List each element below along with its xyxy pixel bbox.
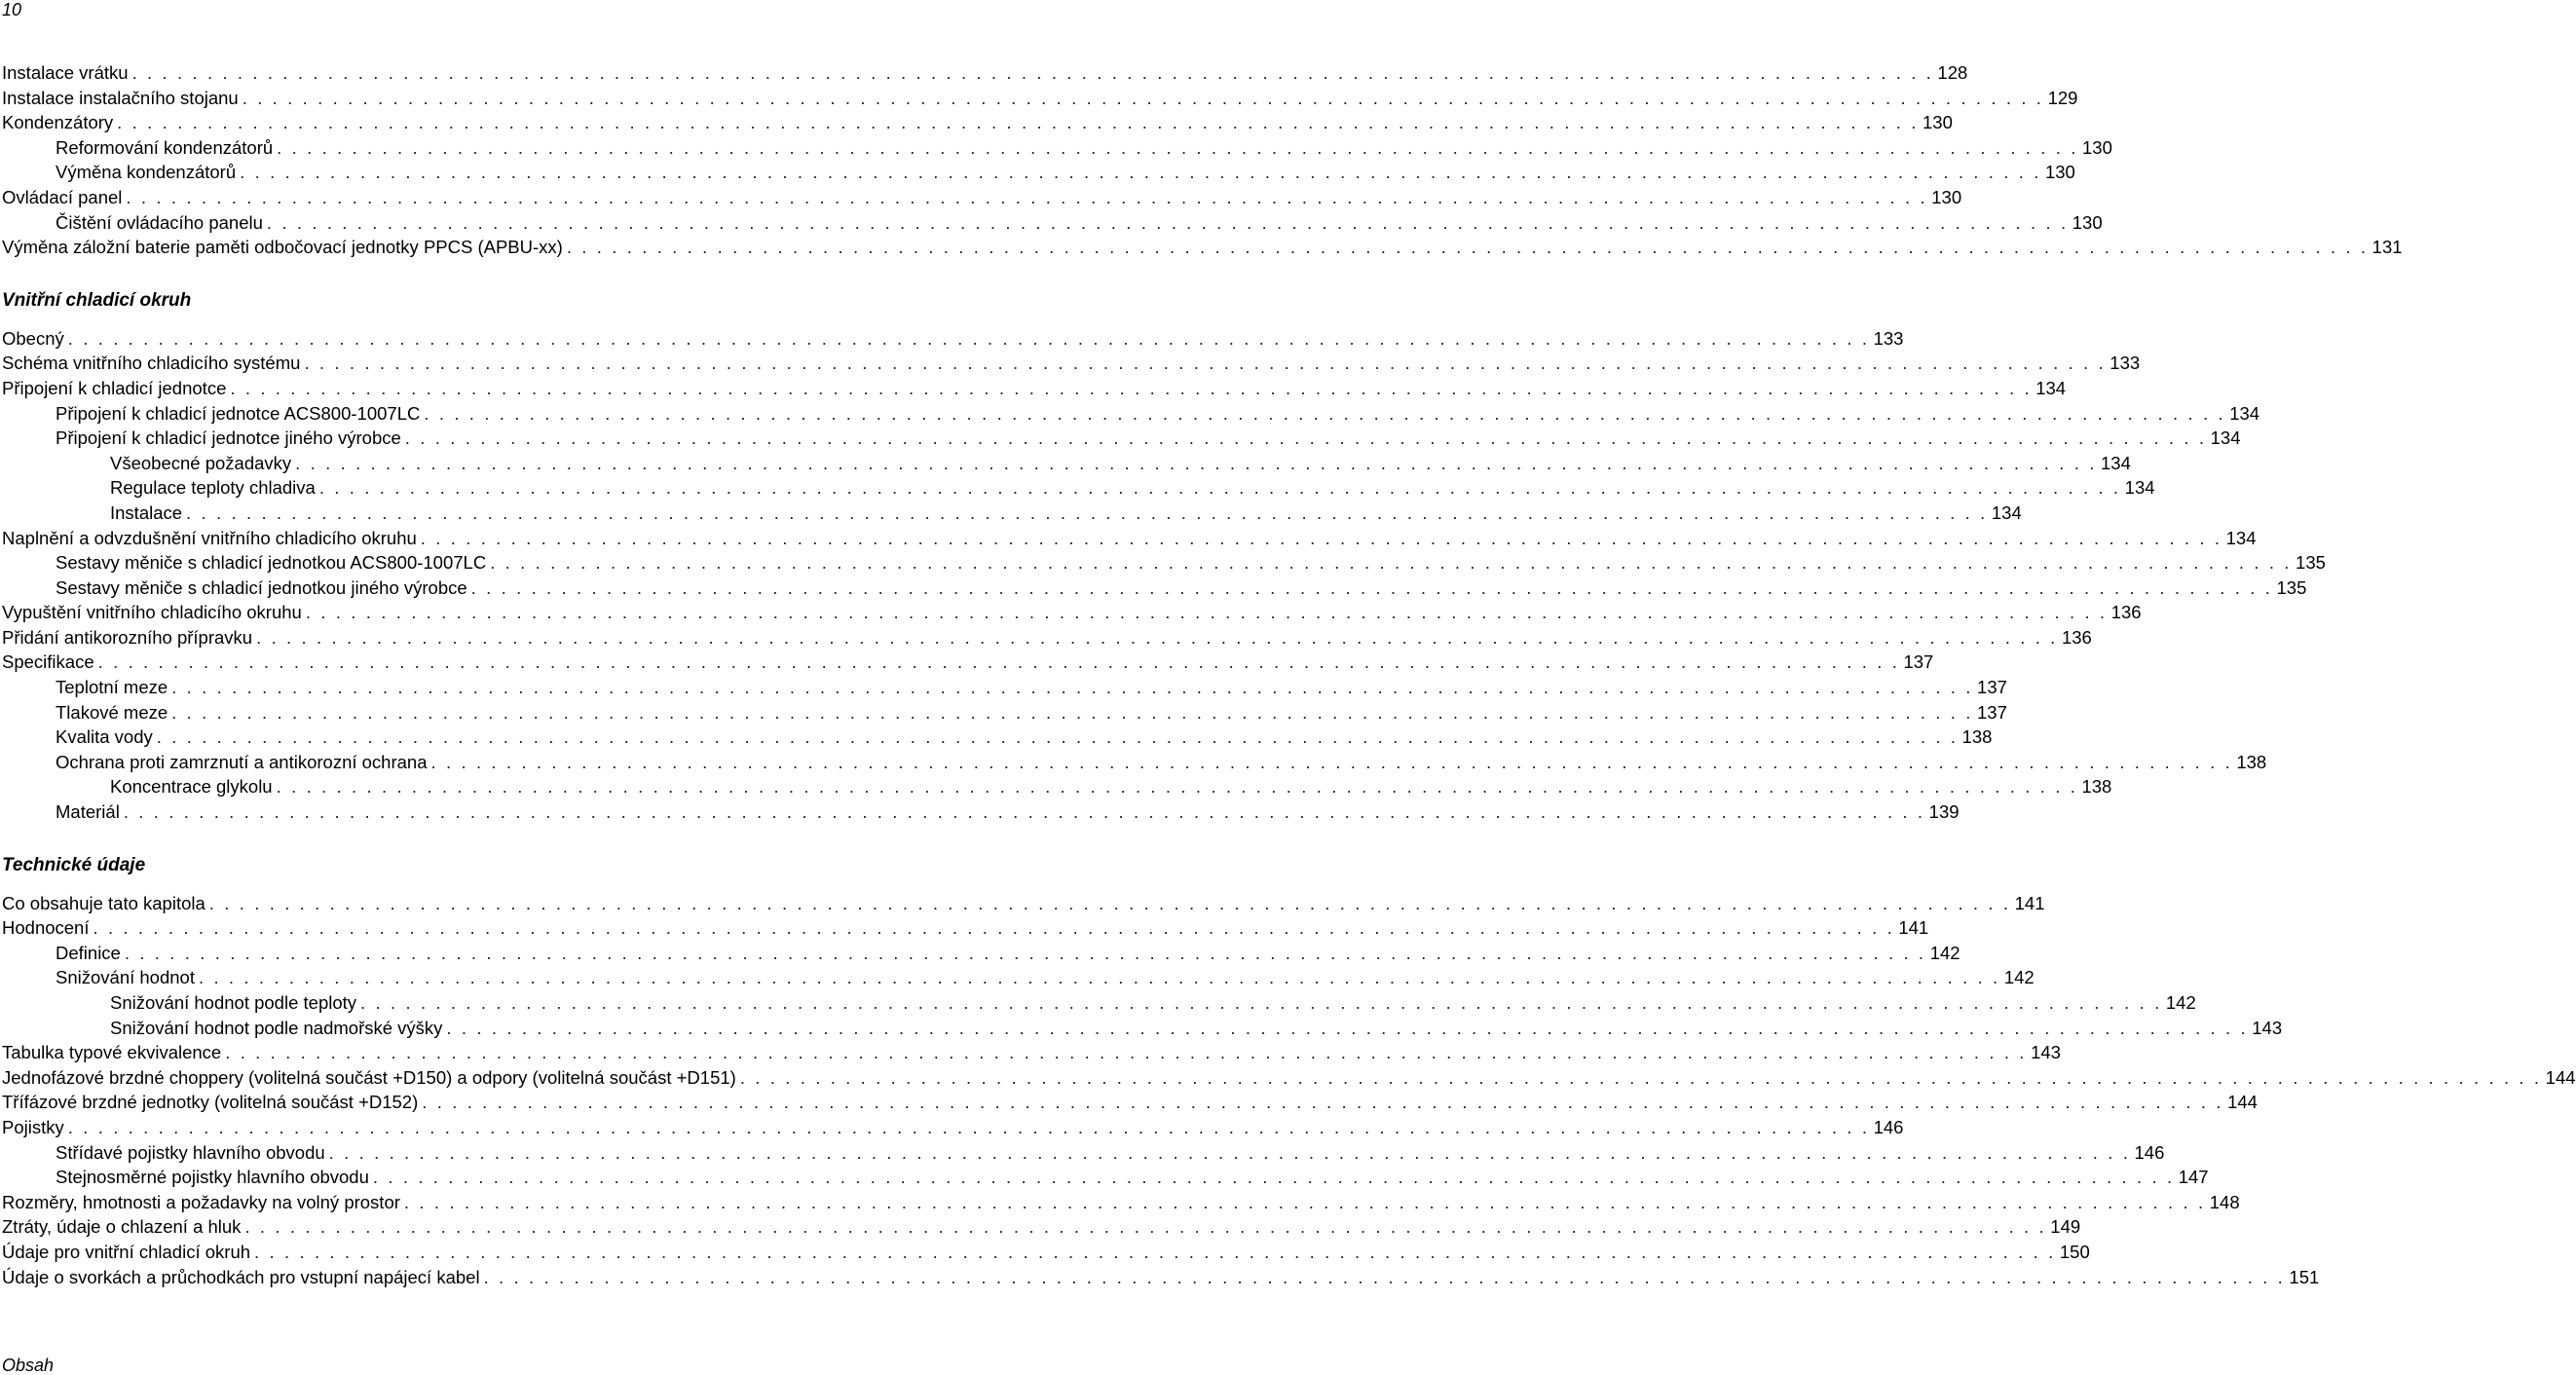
dot-leader: . . . . . . . . . . . . . . . . . . . . . . . . . . . . . . . . . . . . . . . . . . . . . . . . . . . . . . . . . . . . . . . . . . . . . . . . . . . . . . . . . . . . . . . . . . . . . . . . . . . . . . . . . . . . . . . . . . . . . . . .: [208, 892, 2011, 913]
toc-entry-title: Všeobecné požadavky: [110, 452, 292, 473]
dot-leader: . . . . . . . . . . . . . . . . . . . . . . . . . . . . . . . . . . . . . . . . . . . . . . . . . . . . . . . . . . . . . . . . . . . . . . . . . . . . . . . . . . . . . . . . . . . . . . . . . . . . . . . . . . . . . . . . . . . . . . . .: [97, 651, 1900, 673]
toc-entry-page: 133: [2109, 353, 2141, 374]
toc-entry[interactable]: [2, 725, 1993, 750]
toc-entry-page: 130: [2072, 211, 2103, 233]
dot-leader: . . . . . . . . . . . . . . . . . . . . . . . . . . . . . . . . . . . . . . . . . . . . . . . . . . . . . . . . . . . . . . . . . . . . . . . . . . . . . . . . . . . . . . . . . . . . . . . . . . . . . . . . . . . . . . . . . . . . . . . .: [93, 917, 1895, 939]
toc-entry-page: 137: [1977, 701, 2007, 723]
toc-entry-title: Kvalita vody: [56, 726, 153, 748]
dot-leader: . . . . . . . . . . . . . . . . . . . . . . . . . . . . . . . . . . . . . . . . . . . . . . . . . . . . . . . . . . . . . . . . . . . . . . . . . . . . . . . . . . . . . . . . . . . . . . . . . . . . . . . . . . . . . . . . . . . . . . . .: [305, 602, 2108, 623]
toc-entry[interactable]: [2, 185, 1962, 210]
toc-entry-title: Připojení k chladicí jednotce ACS800-1007LC: [56, 402, 421, 424]
dot-leader: . . . . . . . . . . . . . . . . . . . . . . . . . . . . . . . . . . . . . . . . . . . . . . . . . . . . . . . . . . . . . . . . . . . . . . . . . . . . . . . . . . . . . . . . . . . . . . . . . . . . . . . . . . . . . . . . . . . . . . . .: [240, 162, 2041, 183]
dot-leader: . . . . . . . . . . . . . . . . . . . . . . . . . . . . . . . . . . . . . . . . . . . . . . . . . . . . . . . . . . . . . . . . . . . . . . . . . . . . . . . . . . . . . . . . . . . . . . . . . . . . . . . . . . . . . . . . . . . . . . . .: [131, 62, 1934, 83]
dot-leader: . . . . . . . . . . . . . . . . . . . . . . . . . . . . . . . . . . . . . . . . . . . . . . . . . . . . . . . . . . . . . . . . . . . . . . . . . . . . . . . . . . . . . . . . . . . . . . . . . . . . . . . . . . . . . . . . . . . . . . . .: [266, 211, 2069, 233]
dot-leader: . . . . . . . . . . . . . . . . . . . . . . . . . . . . . . . . . . . . . . . . . . . . . . . . . . . . . . . . . . . . . . . . . . . . . . . . . . . . . . . . . . . . . . . . . . . . . . . . . . . . . . . . . . . . . . . . . . . . . . . .: [156, 726, 1959, 748]
toc-section: [2, 289, 2326, 825]
toc-entry[interactable]: [2, 426, 2241, 451]
toc-entry-title: Připojení k chladicí jednotce: [2, 377, 227, 398]
toc-entry-page: 141: [2014, 892, 2045, 913]
toc-section: [2, 60, 2403, 260]
toc-entry-title: Specifikace: [2, 651, 94, 673]
toc-entry-title: Výměna kondenzátorů: [56, 162, 237, 183]
toc-entry[interactable]: [2, 1190, 2240, 1215]
toc-entry-title: Pojistky: [2, 1116, 64, 1137]
toc-entry-title: Definice: [56, 942, 121, 963]
toc-entry-title: Ztráty, údaje o chlazení a hluk: [2, 1216, 242, 1238]
toc-entry[interactable]: [2, 965, 2035, 990]
toc-entry-title: Instalace: [110, 502, 183, 523]
toc-entry[interactable]: [2, 351, 2141, 376]
dot-leader: . . . . . . . . . . . . . . . . . . . . . . . . . . . . . . . . . . . . . . . . . . . . . . . . . . . . . . . . . . . . . . . . . . . . . . . . . . . . . . . . . . . . . . . . . . . . . . . . . . . . . . . . . . . . . . . . . . . . . . . .: [276, 776, 2078, 798]
dot-leader: . . . . . . . . . . . . . . . . . . . . . . . . . . . . . . . . . . . . . . . . . . . . . . . . . . . . . . . . . . . . . . . . . . . . . . . . . . . . . . . . . . . . . . . . . . . . . . . . . . . . . . . . . . . . . . . . . . . . . . . .: [123, 801, 1925, 823]
toc-entry[interactable]: [2, 675, 2007, 700]
toc-entry-title: Obecný: [2, 327, 64, 349]
toc-entry[interactable]: [2, 1115, 1904, 1140]
toc-entry[interactable]: [2, 750, 2267, 775]
dot-leader: . . . . . . . . . . . . . . . . . . . . . . . . . . . . . . . . . . . . . . . . . . . . . . . . . . . . . . . . . . . . . . . . . . . . . . . . . . . . . . . . . . . . . . . . . . . . . . . . . . . . . . . . . . . . . . . . . . . . . . . .: [256, 626, 2058, 648]
toc-entry[interactable]: [2, 1240, 2090, 1265]
toc-entry[interactable]: [2, 210, 2103, 236]
toc-entry-title: Připojení k chladicí jednotce jiného výrobce: [56, 427, 401, 449]
toc-entry-page: 141: [1898, 917, 1929, 939]
toc-entry-title: Třífázové brzdné jednotky (volitelná součást +D152): [2, 1092, 419, 1113]
toc-entry[interactable]: [2, 990, 2196, 1016]
toc-entry-title: Tlakové meze: [56, 701, 168, 723]
toc-entry-page: 148: [2209, 1191, 2240, 1212]
toc-entry-page: 150: [2059, 1241, 2090, 1262]
toc-entry[interactable]: [2, 941, 1960, 966]
toc-entry[interactable]: [2, 1065, 2576, 1091]
toc-entry[interactable]: [2, 160, 2075, 185]
toc-entry-page: 134: [2229, 402, 2260, 424]
toc-entry[interactable]: [2, 700, 2007, 725]
toc-entry-title: Naplnění a odvzdušnění vnitřního chladicího okruhu: [2, 527, 417, 548]
toc-entry[interactable]: [2, 60, 1968, 86]
toc-entry-title: Snižování hodnot podle nadmořské výšky: [110, 1017, 443, 1038]
toc-entry-title: Stejnosměrné pojistky hlavního obvodu: [56, 1167, 369, 1188]
toc-entry[interactable]: [2, 235, 2403, 260]
toc-entry-title: Ovládací panel: [2, 186, 123, 207]
toc-entry-title: Reformování kondenzátorů: [56, 136, 274, 158]
dot-leader: . . . . . . . . . . . . . . . . . . . . . . . . . . . . . . . . . . . . . . . . . . . . . . . . . . . . . . . . . . . . . . . . . . . . . . . . . . . . . . . . . . . . . . . . . . . . . . . . . . . . . . . . . . . . . . . . . . . . . . . .: [372, 1167, 2175, 1188]
toc-entry[interactable]: [2, 650, 1934, 675]
toc-entry-title: Střídavé pojistky hlavního obvodu: [56, 1141, 325, 1163]
toc-entry-title: Vypuštění vnitřního chladicího okruhu: [2, 602, 302, 623]
toc-entry-page: 134: [2124, 477, 2155, 499]
toc-entry-title: Sestavy měniče s chladicí jednotkou jiného výrobce: [56, 576, 467, 598]
toc-entry-page: 146: [2134, 1141, 2165, 1163]
toc-entry-title: Sestavy měniče s chladicí jednotkou ACS800-1007LC: [56, 552, 487, 574]
dot-leader: . . . . . . . . . . . . . . . . . . . . . . . . . . . . . . . . . . . . . . . . . . . . . . . . . . . . . . . . . . . . . . . . . . . . . . . . . . . . . . . . . . . . . . . . . . . . . . . . . . . . . . . . . . . . . . . . . . . . . . . .: [739, 1066, 2542, 1088]
toc-entry-title: Hodnocení: [2, 917, 90, 939]
toc-entry-page: 147: [2178, 1167, 2209, 1188]
page-number: 10: [2, 0, 22, 19]
toc-entry-page: 144: [2545, 1066, 2576, 1088]
toc-entry[interactable]: [2, 110, 1953, 135]
dot-leader: . . . . . . . . . . . . . . . . . . . . . . . . . . . . . . . . . . . . . . . . . . . . . . . . . . . . . . . . . . . . . . . . . . . . . . . . . . . . . . . . . . . . . . . . . . . . . . . . . . . . . . . . . . . . . . . . . . . . . . . .: [490, 552, 2293, 574]
toc-entry-title: Výměna záložní baterie paměti odbočovací jednotky PPCS (APBU-xx): [2, 237, 563, 258]
dot-leader: . . . . . . . . . . . . . . . . . . . . . . . . . . . . . . . . . . . . . . . . . . . . . . . . . . . . . . . . . . . . . . . . . . . . . . . . . . . . . . . . . . . . . . . . . . . . . . . . . . . . . . . . . . . . . . . . . . . . . . . .: [171, 677, 1974, 698]
toc-entry-page: 142: [2003, 967, 2035, 988]
toc-entry[interactable]: [2, 891, 2045, 916]
toc-entry-title: Tabulka typové ekvivalence: [2, 1042, 222, 1063]
toc-entry-page: 143: [2031, 1042, 2061, 1063]
dot-leader: . . . . . . . . . . . . . . . . . . . . . . . . . . . . . . . . . . . . . . . . . . . . . . . . . . . . . . . . . . . . . . . . . . . . . . . . . . . . . . . . . . . . . . . . . . . . . . . . . . . . . . . . . . . . . . . . . . . . . . . .: [483, 1266, 2286, 1287]
toc-entry-page: 134: [2101, 452, 2131, 473]
dot-leader: . . . . . . . . . . . . . . . . . . . . . . . . . . . . . . . . . . . . . . . . . . . . . . . . . . . . . . . . . . . . . . . . . . . . . . . . . . . . . . . . . . . . . . . . . . . . . . . . . . . . . . . . . . . . . . . . . . . . . . . .: [430, 751, 2233, 772]
toc-entry-page: 131: [2371, 237, 2403, 258]
table-of-contents: [2, 60, 2576, 1289]
toc-entry[interactable]: [2, 401, 2260, 427]
toc-entry[interactable]: [2, 376, 2067, 401]
toc-entry-page: 128: [1937, 62, 1968, 83]
toc-entry[interactable]: [2, 1140, 2165, 1166]
dot-leader: . . . . . . . . . . . . . . . . . . . . . . . . . . . . . . . . . . . . . . . . . . . . . . . . . . . . . . . . . . . . . . . . . . . . . . . . . . . . . . . . . . . . . . . . . . . . . . . . . . . . . . . . . . . . . . . . . . . . . . . .: [254, 1241, 2056, 1262]
section-heading: Technické údaje: [2, 854, 146, 875]
dot-leader: . . . . . . . . . . . . . . . . . . . . . . . . . . . . . . . . . . . . . . . . . . . . . . . . . . . . . . . . . . . . . . . . . . . . . . . . . . . . . . . . . . . . . . . . . . . . . . . . . . . . . . . . . . . . . . . . . . . . . . . .: [318, 477, 2121, 499]
toc-entry-title: Co obsahuje tato kapitola: [2, 892, 205, 913]
dot-leader: . . . . . . . . . . . . . . . . . . . . . . . . . . . . . . . . . . . . . . . . . . . . . . . . . . . . . . . . . . . . . . . . . . . . . . . . . . . . . . . . . . . . . . . . . . . . . . . . . . . . . . . . . . . . . . . . . . . . . . . .: [420, 527, 2222, 548]
dot-leader: . . . . . . . . . . . . . . . . . . . . . . . . . . . . . . . . . . . . . . . . . . . . . . . . . . . . . . . . . . . . . . . . . . . . . . . . . . . . . . . . . . . . . . . . . . . . . . . . . . . . . . . . . . . . . . . . . . . . . . . .: [360, 992, 2162, 1013]
toc-entry-page: 136: [2061, 626, 2092, 648]
dot-leader: . . . . . . . . . . . . . . . . . . . . . . . . . . . . . . . . . . . . . . . . . . . . . . . . . . . . . . . . . . . . . . . . . . . . . . . . . . . . . . . . . . . . . . . . . . . . . . . . . . . . . . . . . . . . . . . . . . . . . . . .: [403, 1191, 2206, 1212]
dot-leader: . . . . . . . . . . . . . . . . . . . . . . . . . . . . . . . . . . . . . . . . . . . . . . . . . . . . . . . . . . . . . . . . . . . . . . . . . . . . . . . . . . . . . . . . . . . . . . . . . . . . . . . . . . . . . . . . . . . . . . . .: [566, 237, 2369, 258]
dot-leader: . . . . . . . . . . . . . . . . . . . . . . . . . . . . . . . . . . . . . . . . . . . . . . . . . . . . . . . . . . . . . . . . . . . . . . . . . . . . . . . . . . . . . . . . . . . . . . . . . . . . . . . . . . . . . . . . . . . . . . . .: [117, 112, 1920, 133]
toc-entry[interactable]: [2, 915, 1929, 941]
toc-entry-page: 144: [2227, 1092, 2258, 1113]
dot-leader: . . . . . . . . . . . . . . . . . . . . . . . . . . . . . . . . . . . . . . . . . . . . . . . . . . . . . . . . . . . . . . . . . . . . . . . . . . . . . . . . . . . . . . . . . . . . . . . . . . . . . . . . . . . . . . . . . . . . . . . .: [328, 1141, 2131, 1163]
toc-entry-page: 134: [2225, 527, 2257, 548]
toc-entry-page: 133: [1873, 327, 1904, 349]
dot-leader: . . . . . . . . . . . . . . . . . . . . . . . . . . . . . . . . . . . . . . . . . . . . . . . . . . . . . . . . . . . . . . . . . . . . . . . . . . . . . . . . . . . . . . . . . . . . . . . . . . . . . . . . . . . . . . . . . . . . . . . .: [470, 576, 2273, 598]
dot-leader: . . . . . . . . . . . . . . . . . . . . . . . . . . . . . . . . . . . . . . . . . . . . . . . . . . . . . . . . . . . . . . . . . . . . . . . . . . . . . . . . . . . . . . . . . . . . . . . . . . . . . . . . . . . . . . . . . . . . . . . .: [67, 327, 1870, 349]
toc-entry-title: Čištění ovládacího panelu: [56, 211, 263, 233]
toc-entry-title: Instalace vrátku: [2, 62, 129, 83]
section-heading: Vnitřní chladicí okruh: [2, 289, 192, 311]
toc-entry-title: Jednofázové brzdné choppery (volitelná součást +D150) a odpory (volitelná součást +D151): [2, 1066, 736, 1088]
toc-entry-title: Koncentrace glykolu: [110, 776, 273, 798]
dot-leader: . . . . . . . . . . . . . . . . . . . . . . . . . . . . . . . . . . . . . . . . . . . . . . . . . . . . . . . . . . . . . . . . . . . . . . . . . . . . . . . . . . . . . . . . . . . . . . . . . . . . . . . . . . . . . . . . . . . . . . . .: [424, 402, 2226, 424]
toc-entry-page: 138: [1961, 726, 1993, 748]
toc-entry[interactable]: [2, 1040, 2061, 1065]
toc-entry-title: Regulace teploty chladiva: [110, 477, 316, 499]
dot-leader: . . . . . . . . . . . . . . . . . . . . . . . . . . . . . . . . . . . . . . . . . . . . . . . . . . . . . . . . . . . . . . . . . . . . . . . . . . . . . . . . . . . . . . . . . . . . . . . . . . . . . . . . . . . . . . . . . . . . . . . .: [171, 701, 1973, 723]
toc-entry-page: 143: [2252, 1017, 2283, 1038]
toc-entry-page: 151: [2289, 1266, 2320, 1287]
toc-entry-page: 137: [1903, 651, 1934, 673]
toc-entry-page: 138: [2236, 751, 2267, 772]
toc-entry-page: 130: [2044, 162, 2075, 183]
toc-entry-title: Kondenzátory: [2, 112, 114, 133]
toc-entry-title: Instalace instalačního stojanu: [2, 87, 239, 108]
toc-entry[interactable]: [2, 1090, 2258, 1115]
toc-entry-title: Snižování hodnot podle teploty: [110, 992, 357, 1013]
toc-entry-page: 130: [2082, 136, 2112, 158]
toc-entry[interactable]: [2, 451, 2131, 476]
toc-entry[interactable]: [2, 1265, 2320, 1290]
toc-entry-page: 142: [1929, 942, 1960, 963]
toc-entry[interactable]: [2, 600, 2142, 625]
toc-entry[interactable]: [2, 526, 2257, 551]
toc-entry-page: 135: [2276, 576, 2307, 598]
toc-entry-page: 142: [2165, 992, 2196, 1013]
dot-leader: . . . . . . . . . . . . . . . . . . . . . . . . . . . . . . . . . . . . . . . . . . . . . . . . . . . . . . . . . . . . . . . . . . . . . . . . . . . . . . . . . . . . . . . . . . . . . . . . . . . . . . . . . . . . . . . . . . . . . . . .: [422, 1092, 2224, 1113]
toc-entry[interactable]: [2, 550, 2326, 576]
toc-entry-page: 134: [2210, 427, 2241, 449]
toc-entry-title: Teplotní meze: [56, 677, 168, 698]
toc-entry[interactable]: [2, 475, 2155, 501]
toc-entry-page: 138: [2081, 776, 2112, 798]
toc-entry-page: 136: [2110, 602, 2142, 623]
toc-entry-title: Materiál: [56, 801, 120, 823]
dot-leader: . . . . . . . . . . . . . . . . . . . . . . . . . . . . . . . . . . . . . . . . . . . . . . . . . . . . . . . . . . . . . . . . . . . . . . . . . . . . . . . . . . . . . . . . . . . . . . . . . . . . . . . . . . . . . . . . . . . . . . . .: [244, 1216, 2047, 1238]
dot-leader: . . . . . . . . . . . . . . . . . . . . . . . . . . . . . . . . . . . . . . . . . . . . . . . . . . . . . . . . . . . . . . . . . . . . . . . . . . . . . . . . . . . . . . . . . . . . . . . . . . . . . . . . . . . . . . . . . . . . . . . .: [67, 1116, 1870, 1137]
toc-entry-page: 146: [1873, 1116, 1904, 1137]
toc-entry-title: Údaje o svorkách a průchodkách pro vstupní napájecí kabel: [2, 1266, 480, 1287]
toc-entry[interactable]: [2, 576, 2307, 601]
toc-entry[interactable]: [2, 799, 1960, 825]
dot-leader: . . . . . . . . . . . . . . . . . . . . . . . . . . . . . . . . . . . . . . . . . . . . . . . . . . . . . . . . . . . . . . . . . . . . . . . . . . . . . . . . . . . . . . . . . . . . . . . . . . . . . . . . . . . . . . . . . . . . . . . .: [198, 967, 2000, 988]
dot-leader: . . . . . . . . . . . . . . . . . . . . . . . . . . . . . . . . . . . . . . . . . . . . . . . . . . . . . . . . . . . . . . . . . . . . . . . . . . . . . . . . . . . . . . . . . . . . . . . . . . . . . . . . . . . . . . . . . . . . . . . .: [446, 1017, 2249, 1038]
toc-entry-title: Rozměry, hmotnosti a požadavky na volný prostor: [2, 1191, 400, 1212]
toc-entry[interactable]: [2, 1016, 2283, 1041]
toc-entry[interactable]: [2, 86, 2078, 111]
dot-leader: . . . . . . . . . . . . . . . . . . . . . . . . . . . . . . . . . . . . . . . . . . . . . . . . . . . . . . . . . . . . . . . . . . . . . . . . . . . . . . . . . . . . . . . . . . . . . . . . . . . . . . . . . . . . . . . . . . . . . . . .: [295, 452, 2097, 473]
toc-entry[interactable]: [2, 501, 2022, 526]
toc-entry-title: Přidání antikorozního přípravku: [2, 626, 253, 648]
toc-entry-title: Schéma vnitřního chladicího systému: [2, 353, 301, 374]
toc-entry[interactable]: [2, 1214, 2081, 1240]
dot-leader: . . . . . . . . . . . . . . . . . . . . . . . . . . . . . . . . . . . . . . . . . . . . . . . . . . . . . . . . . . . . . . . . . . . . . . . . . . . . . . . . . . . . . . . . . . . . . . . . . . . . . . . . . . . . . . . . . . . . . . . .: [304, 353, 2107, 374]
dot-leader: . . . . . . . . . . . . . . . . . . . . . . . . . . . . . . . . . . . . . . . . . . . . . . . . . . . . . . . . . . . . . . . . . . . . . . . . . . . . . . . . . . . . . . . . . . . . . . . . . . . . . . . . . . . . . . . . . . . . . . . .: [242, 87, 2044, 108]
toc-entry-page: 130: [1931, 186, 1962, 207]
toc-entry-title: Údaje pro vnitřní chladicí okruh: [2, 1241, 251, 1262]
toc-entry-page: 139: [1928, 801, 1960, 823]
dot-leader: . . . . . . . . . . . . . . . . . . . . . . . . . . . . . . . . . . . . . . . . . . . . . . . . . . . . . . . . . . . . . . . . . . . . . . . . . . . . . . . . . . . . . . . . . . . . . . . . . . . . . . . . . . . . . . . . . . . . . . . .: [186, 502, 1988, 523]
toc-entry[interactable]: [2, 774, 2112, 799]
toc-entry-page: 137: [1977, 677, 2007, 698]
toc-entry[interactable]: [2, 625, 2092, 650]
toc-entry-page: 149: [2050, 1216, 2081, 1238]
toc-entry[interactable]: [2, 135, 2112, 161]
toc-entry-page: 129: [2047, 87, 2078, 108]
toc-entry-page: 134: [2035, 377, 2067, 398]
dot-leader: . . . . . . . . . . . . . . . . . . . . . . . . . . . . . . . . . . . . . . . . . . . . . . . . . . . . . . . . . . . . . . . . . . . . . . . . . . . . . . . . . . . . . . . . . . . . . . . . . . . . . . . . . . . . . . . . . . . . . . . .: [225, 1042, 2028, 1063]
toc-entry-page: 130: [1923, 112, 1953, 133]
dot-leader: . . . . . . . . . . . . . . . . . . . . . . . . . . . . . . . . . . . . . . . . . . . . . . . . . . . . . . . . . . . . . . . . . . . . . . . . . . . . . . . . . . . . . . . . . . . . . . . . . . . . . . . . . . . . . . . . . . . . . . . .: [124, 942, 1926, 963]
dot-leader: . . . . . . . . . . . . . . . . . . . . . . . . . . . . . . . . . . . . . . . . . . . . . . . . . . . . . . . . . . . . . . . . . . . . . . . . . . . . . . . . . . . . . . . . . . . . . . . . . . . . . . . . . . . . . . . . . . . . . . . .: [126, 186, 1928, 207]
dot-leader: . . . . . . . . . . . . . . . . . . . . . . . . . . . . . . . . . . . . . . . . . . . . . . . . . . . . . . . . . . . . . . . . . . . . . . . . . . . . . . . . . . . . . . . . . . . . . . . . . . . . . . . . . . . . . . . . . . . . . . . .: [277, 136, 2078, 158]
toc-entry-page: 134: [1991, 502, 2022, 523]
dot-leader: . . . . . . . . . . . . . . . . . . . . . . . . . . . . . . . . . . . . . . . . . . . . . . . . . . . . . . . . . . . . . . . . . . . . . . . . . . . . . . . . . . . . . . . . . . . . . . . . . . . . . . . . . . . . . . . . . . . . . . . .: [404, 427, 2207, 449]
footer-label: Obsah: [2, 1356, 55, 1375]
toc-entry-title: Ochrana proti zamrznutí a antikorozní ochrana: [56, 751, 428, 772]
dot-leader: . . . . . . . . . . . . . . . . . . . . . . . . . . . . . . . . . . . . . . . . . . . . . . . . . . . . . . . . . . . . . . . . . . . . . . . . . . . . . . . . . . . . . . . . . . . . . . . . . . . . . . . . . . . . . . . . . . . . . . . .: [230, 377, 2033, 398]
toc-entry-page: 135: [2296, 552, 2326, 574]
toc-entry-title: Snižování hodnot: [56, 967, 195, 988]
toc-entry[interactable]: [2, 1165, 2209, 1190]
toc-section: [2, 854, 2576, 1290]
toc-entry[interactable]: [2, 326, 1904, 352]
